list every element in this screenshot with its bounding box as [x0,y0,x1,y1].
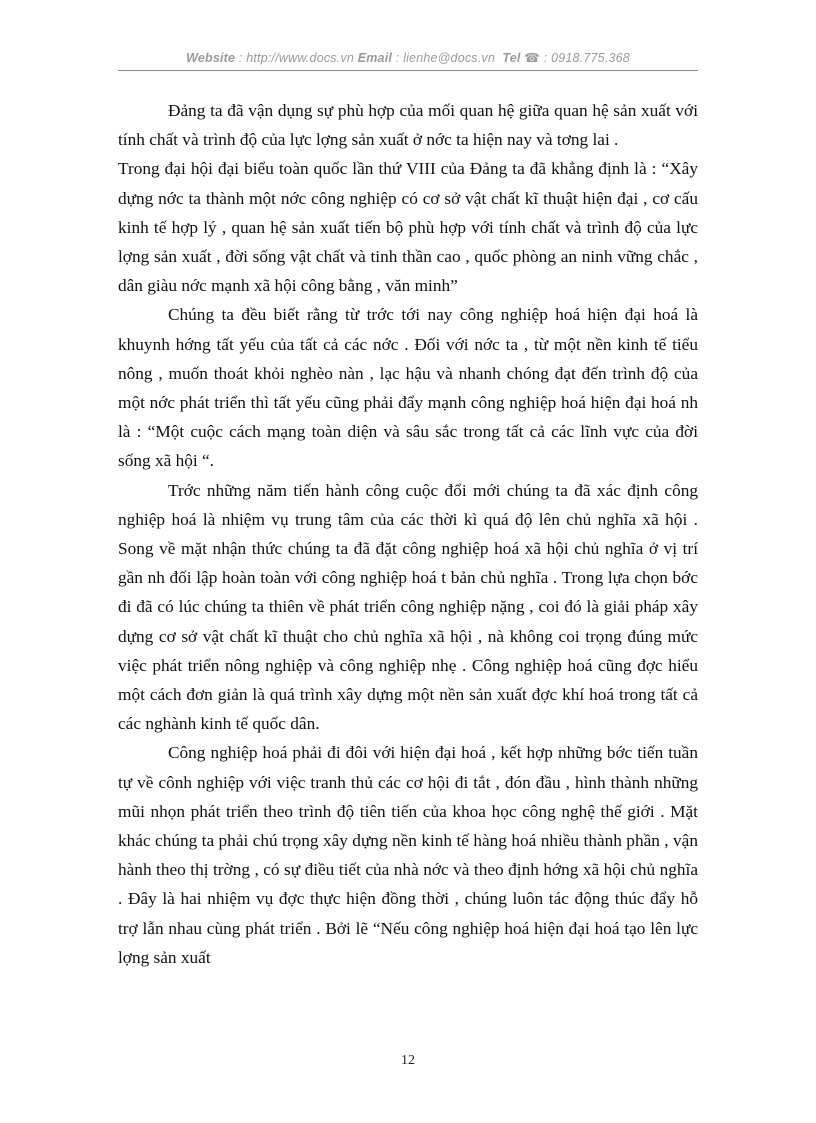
page-number: 12 [401,1053,415,1068]
tel-value: 0918.775.368 [551,51,630,65]
phone-icon: ☎ : [520,51,552,65]
paragraph-1: Đảng ta đã vận dụng sự phù hợp của mối quan hệ giữa quan hệ sản xuất với tính chất và trình độ của lực lợng sản xuất ở nớc ta hiện nay và tơng lai . [118,101,698,150]
website-url[interactable]: http://www.docs.vn [246,51,355,65]
paragraph-4: Trớc những năm tiến hành công cuộc đổi mới chúng ta đã xác định công nghiệp hoá là nhiệm vụ trung tâm của các thời kì quá độ lên chủ nghĩa xã hội . Song về mặt nhận thức chúng ta đã đặt công nghiệp hoá xã hội chủ nghĩa ở vị trí gần nh đối lập hoàn toàn với công nghiệp hoá t bản chủ nghĩa . Trong lựa chọn bớc đi đã có lúc chúng ta thiên về phát triển công nghiệp nặng , coi đó là giải pháp xây dựng cơ sở vật chất kĩ thuật cho chủ nghĩa xã hội , nà không coi trọng đúng mức việc phát triển nông nghiệp và công nghiệp nhẹ . Công nghiệp hoá cũng đợc hiểu một cách đơn giản là quá trình xây dựng một nền sản xuất đợc khí hoá trong tất cả các nghành kinh tế quốc dân. [118,480,698,734]
paragraph-3: Chúng ta đều biết rằng từ trớc tới nay công nghiệp hoá hiện đại hoá là khuynh hớng tất yếu của tất cả các nớc . Đối với nớc ta , từ một nền kinh tế tiểu nông , muốn thoát khỏi nghèo nàn , lạc hậu và nhanh chóng đạt đến trình độ của một nớc phát triển thì tất yếu cũng phải đẩy mạnh công nghiệp hoá hiện đại hoá nh là : “Một cuộc cách mạng toàn diện và sâu sắc trong tất cả các lĩnh vực của đời sống xã hội “. [118,305,698,471]
header-divider [118,70,698,71]
email-value[interactable]: lienhe@docs.vn [403,51,496,65]
page-header [118,50,698,65]
tel-label: Tel [502,51,521,65]
website-sep: : [235,51,247,65]
website-label: Website [186,51,236,65]
email-label: Email [357,51,393,65]
paragraph-5: Công nghiệp hoá phải đi đôi với hiện đại hoá , kết hợp những bớc tiến tuần tự về cônh nghiệp với việc tranh thủ các cơ hội đi tắt , đón đầu , hình thành những mũi nhọn phát triển theo trình độ tiên tiến của khoa học công nghệ thế giới . Mặt khác chúng ta phải chú trọng xây dựng nền kinh tế hàng hoá nhiều thành phần , vận hành theo thị trờng , có sự điều tiết của nhà nớc và theo định hớng xã hội chủ nghĩa . Đây là hai nhiệm vụ đợc thực hiện đồng thời , chúng luôn tác động thúc đẩy hỗ trợ lẫn nhau cùng phát triển . Bởi lẽ “Nếu công nghiệp hoá hiện đại hoá tạo lên lực lợng sản xuất [118,743,698,967]
paragraph-2: Trong đại hội đại biểu toàn quốc lần thứ VIII của Đảng ta đã khẳng định là : “Xây dựng nớc ta thành một nớc công nghiệp có cơ sở vật chất kĩ thuật hiện đại , cơ cấu kinh tế hợp lý , quan hệ sản xuất tiến bộ phù hợp với tính chất và trình độ của lực lợng sản xuất , đời sống vật chất và tinh thần cao , quốc phòng an ninh vững chắc , dân giàu nớc mạnh xã hội công bằng , văn minh” [118,159,698,296]
email-sep: : [392,51,404,65]
document-body [118,96,698,972]
